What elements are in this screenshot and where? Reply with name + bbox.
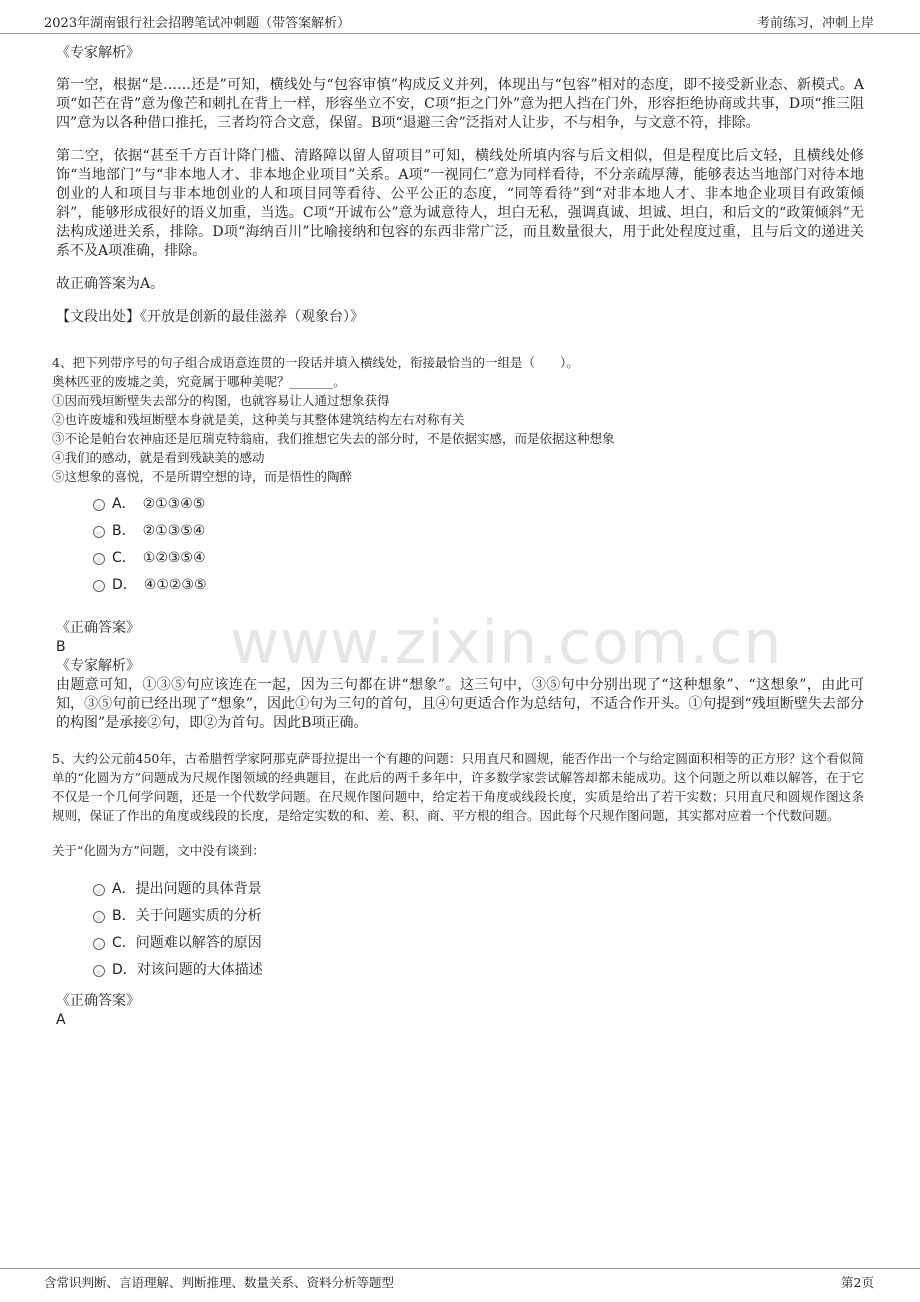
page-number: 第2页 — [841, 1275, 874, 1290]
page-header — [0, 0, 920, 34]
option-label: D．对该问题的大体描述 — [112, 962, 263, 978]
footer-topics: 含常识判断、言语理解、判断推理、数量关系、资料分析等题型 — [44, 1275, 395, 1290]
q4-analysis-label: 《专家解析》 — [56, 658, 140, 674]
q4-options — [56, 491, 864, 599]
q5-options — [56, 876, 864, 984]
page-footer — [0, 1268, 920, 1302]
q4-line0: 奥林匹亚的废墟之美，究竟属于哪种美呢？_______。 — [52, 374, 346, 389]
q3-source: 【文段出处】《开放是创新的最佳滋养（观象台）》 — [56, 309, 364, 325]
q5-option-d[interactable] — [56, 957, 864, 984]
q5-option-b[interactable] — [56, 903, 864, 930]
header-slogan: 考前练习，冲刺上岸 — [756, 16, 874, 31]
q4-answer-label: 《正确答案》 — [56, 620, 140, 636]
option-label: B． ②①③⑤④ — [112, 523, 206, 539]
radio-button-icon[interactable] — [93, 938, 105, 950]
q4-option-d[interactable] — [56, 572, 864, 599]
q5-answer-label: 《正确答案》 — [56, 993, 140, 1009]
q4-option-c[interactable] — [56, 545, 864, 572]
q4-sentence: ⑤这想象的喜悦，不是所谓空想的诗，而是悟性的陶醉 — [52, 469, 353, 484]
radio-button-icon[interactable] — [93, 553, 105, 565]
q4-answer: B — [56, 639, 66, 655]
q3-analysis-label: 《专家解析》 — [56, 45, 140, 61]
watermark: www.zixin.com.cn — [230, 608, 783, 678]
q3-analysis-para2: 第二空，依据“甚至千方百计降门槛、清路障以留人留项目”可知，横线处所填内容与后文相似，但是程度比后文轻，且横线处修饰“当地部门”与“非本地人才、非本地企业项目”关系。A项“一视同仁”意为同样看待，不分亲疏厚薄，能够表达当地部门对待本地创业的人和项目与非本地创业的人和项目同等看待、公平公正的态度，“同等看待”到“对非本地人才、非本地企业项目有政策倾斜”，能够形成很好的语义加重，当选。C项“开诚布公”意为诚意待人，坦白无私，强调真诚、坦诚、坦白，和后文的“政策倾斜”无法构成递进关系，排除。D项“海纳百川”比喻接纳和包容的东西非常广泛，而且数量很大，用于此处程度过重，且与后文的递进关系不及A项准确，排除。 — [56, 148, 864, 259]
document-body — [52, 42, 864, 1030]
document-title: 2023年湖南银行社会招聘笔试冲刺题（带答案解析） — [44, 16, 351, 31]
radio-button-icon[interactable] — [93, 499, 105, 511]
q5-option-c[interactable] — [56, 930, 864, 957]
q4-sentence: ③不论是帕台农神庙还是厄瑞克特翁庙，我们推想它失去的部分时，不是依据实感，而是依据这种想象 — [52, 431, 615, 446]
q4-sentence: ④我们的感动，就是看到残缺美的感动 — [52, 450, 265, 465]
option-label: A．提出问题的具体背景 — [112, 881, 262, 897]
q4-option-a[interactable] — [56, 491, 864, 518]
q4-option-b[interactable] — [56, 518, 864, 545]
q3-conclusion: 故正确答案为A。 — [56, 276, 165, 292]
option-label: C．问题难以解答的原因 — [112, 935, 262, 951]
radio-button-icon[interactable] — [93, 965, 105, 977]
q4-sentence: ①因而残垣断壁失去部分的构图，也就容易让人通过想象获得 — [52, 393, 390, 408]
option-label: B．关于问题实质的分析 — [112, 908, 262, 924]
radio-button-icon[interactable] — [93, 911, 105, 923]
q5-question: 关于“化圆为方”问题，文中没有谈到： — [52, 843, 265, 858]
q3-analysis-para1: 第一空，根据“是……还是”可知，横线处与“包容审慎”构成反义并列，体现出与“包容”相对的态度，即不接受新业态、新模式。A项“如芒在背”意为像芒和刺扎在背上一样，形容坐立不安，C项“拒之门外”意为把人挡在门外，形容拒绝协商或共事，D项“推三阻四”意为以各种借口推托，三者均符合文意，保留。B项“退避三舍”泛指对人让步，不与相争，与文意不符，排除。 — [56, 77, 864, 131]
option-label: D． ④①②③⑤ — [112, 577, 207, 593]
q5-option-a[interactable] — [56, 876, 864, 903]
option-label: A． ②①③④⑤ — [112, 496, 206, 512]
radio-button-icon[interactable] — [93, 580, 105, 592]
option-label: C． ①②③⑤④ — [112, 550, 206, 566]
q4-stem: 4、把下列带序号的句子组合成语意连贯的一段话并填入横线处，衔接最恰当的一组是（ ）。 — [52, 355, 579, 370]
q4-sentence: ②也许废墟和残垣断壁本身就是美，这种美与其整体建筑结构左右对称有关 — [52, 412, 465, 427]
q5-stem: 5、大约公元前450年，古希腊哲学家阿那克萨哥拉提出一个有趣的问题：只用直尺和圆规，能否作出一个与给定圆面积相等的正方形？这个看似简单的“化圆为方”问题成为尺规作图领域的经典题目，在此后的两千多年中，许多数学家尝试解答却都未能成功。这个问题之所以难以解答，在于它不仅是一个几何学问题，还是一个代数学问题。在尺规作图问题中，给定若干角度或线段长度，实质是给出了若干实数；只用直尺和圆规作图这条规则，保证了作出的角度或线段的长度，是给定实数的和、差、积、商、平方根的组合。因此每个尺规作图问题，其实都对应着一个代数问题。 — [52, 751, 864, 823]
q4-analysis: 由题意可知，①③⑤句应该连在一起，因为三句都在讲“想象”。这三句中，③⑤句中分别出现了“这种想象”、“这想象”，由此可知，③⑤句前已经出现了“想象”，因此①句为三句的首句，且④句更适合作为总结句，不适合作开头。①句提到“残垣断壁失去部分的构图”是承接②句，即②为首句。因此B项正确。 — [56, 677, 864, 731]
radio-button-icon[interactable] — [93, 884, 105, 896]
radio-button-icon[interactable] — [93, 526, 105, 538]
q5-answer: A — [56, 1012, 66, 1028]
